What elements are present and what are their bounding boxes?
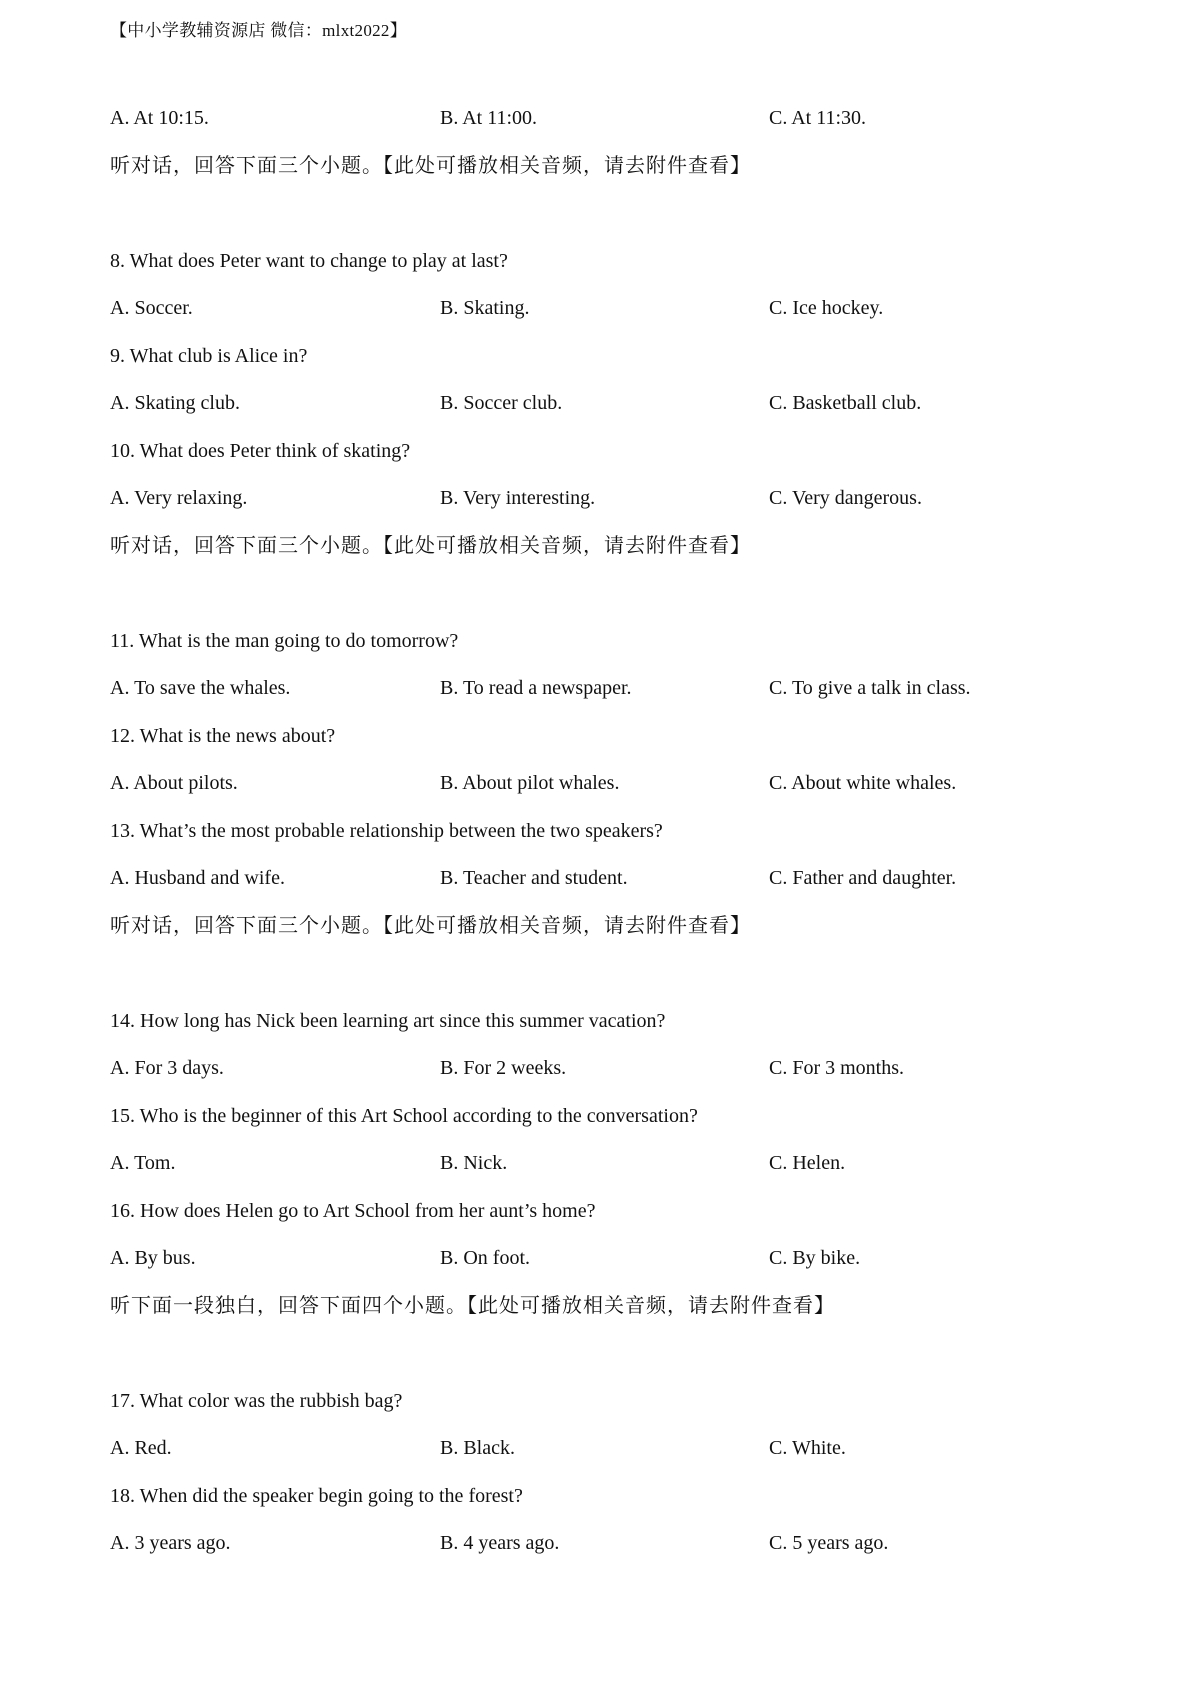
answer-options xyxy=(110,1140,1110,1188)
option-b: B. Black. xyxy=(440,1437,515,1459)
question-stem: 12. What is the news about? xyxy=(110,724,336,747)
option-b: B. To read a newspaper. xyxy=(440,677,632,699)
option-c: C. About white whales. xyxy=(769,772,957,794)
option-c: C. 5 years ago. xyxy=(769,1532,889,1554)
listening-instruction: 听对话，回答下面三个小题。【此处可播放相关音频，请去附件查看】 xyxy=(110,154,751,177)
option-b: B. For 2 weeks. xyxy=(440,1057,567,1079)
option-c: C. By bike. xyxy=(769,1247,861,1269)
question-stem: 11. What is the man going to do tomorrow? xyxy=(110,629,459,652)
option-a: A. Red. xyxy=(110,1437,172,1459)
option-b: B. On foot. xyxy=(440,1247,530,1269)
question-stem: 13. What’s the most probable relationship between the two speakers? xyxy=(110,819,663,842)
option-a: A. About pilots. xyxy=(110,772,238,794)
option-a: A. Very relaxing. xyxy=(110,487,248,509)
answer-options xyxy=(110,855,1110,903)
listening-instruction: 听下面一段独白，回答下面四个小题。【此处可播放相关音频，请去附件查看】 xyxy=(110,1294,835,1317)
spacer xyxy=(110,950,1110,998)
option-a: A. Soccer. xyxy=(110,297,193,319)
shop-header: 【中小学教辅资源店 微信：mlxt2022】 xyxy=(110,21,408,40)
answer-options xyxy=(110,665,1110,713)
question-stem: 15. Who is the beginner of this Art School according to the conversation? xyxy=(110,1104,698,1127)
option-b: B. Very interesting. xyxy=(440,487,596,509)
option-c: C. Father and daughter. xyxy=(769,867,957,889)
answer-options xyxy=(110,1520,1110,1568)
option-b: B. Skating. xyxy=(440,297,530,319)
option-c: C. Helen. xyxy=(769,1152,846,1174)
spacer xyxy=(110,1330,1110,1378)
question-stem: 14. How long has Nick been learning art since this summer vacation? xyxy=(110,1009,666,1032)
option-c: C. Ice hockey. xyxy=(769,297,884,319)
listening-instruction: 听对话，回答下面三个小题。【此处可播放相关音频，请去附件查看】 xyxy=(110,914,751,937)
option-a: A. By bus. xyxy=(110,1247,196,1269)
option-c: C. At 11:30. xyxy=(769,107,867,129)
option-a: A. Husband and wife. xyxy=(110,867,285,889)
document-body xyxy=(110,95,1110,1568)
option-b: B. About pilot whales. xyxy=(440,772,620,794)
option-a: A. Tom. xyxy=(110,1152,176,1174)
option-c: C. White. xyxy=(769,1437,846,1459)
question-stem: 16. How does Helen go to Art School from her aunt’s home? xyxy=(110,1199,596,1222)
answer-options xyxy=(110,475,1110,523)
answer-options xyxy=(110,1425,1110,1473)
option-c: C. Very dangerous. xyxy=(769,487,922,509)
question-stem: 9. What club is Alice in? xyxy=(110,344,308,367)
answer-options xyxy=(110,760,1110,808)
question-stem: 8. What does Peter want to change to play at last? xyxy=(110,249,508,272)
answer-options xyxy=(110,285,1110,333)
option-a: A. For 3 days. xyxy=(110,1057,224,1079)
answer-options xyxy=(110,380,1110,428)
option-c: C. To give a talk in class. xyxy=(769,677,971,699)
option-b: B. At 11:00. xyxy=(440,107,538,129)
answer-options xyxy=(110,1235,1110,1283)
question-stem: 18. When did the speaker begin going to the forest? xyxy=(110,1484,523,1507)
option-b: B. Nick. xyxy=(440,1152,508,1174)
answer-options xyxy=(110,95,1110,143)
option-b: B. Teacher and student. xyxy=(440,867,628,889)
option-c: C. For 3 months. xyxy=(769,1057,905,1079)
option-b: B. 4 years ago. xyxy=(440,1532,560,1554)
answer-options xyxy=(110,1045,1110,1093)
option-a: A. 3 years ago. xyxy=(110,1532,231,1554)
option-a: A. To save the whales. xyxy=(110,677,291,699)
question-stem: 17. What color was the rubbish bag? xyxy=(110,1389,403,1412)
option-a: A. Skating club. xyxy=(110,392,240,414)
spacer xyxy=(110,190,1110,238)
question-stem: 10. What does Peter think of skating? xyxy=(110,439,411,462)
option-b: B. Soccer club. xyxy=(440,392,563,414)
listening-instruction: 听对话，回答下面三个小题。【此处可播放相关音频，请去附件查看】 xyxy=(110,534,751,557)
option-a: A. At 10:15. xyxy=(110,107,209,129)
option-c: C. Basketball club. xyxy=(769,392,922,414)
spacer xyxy=(110,570,1110,618)
